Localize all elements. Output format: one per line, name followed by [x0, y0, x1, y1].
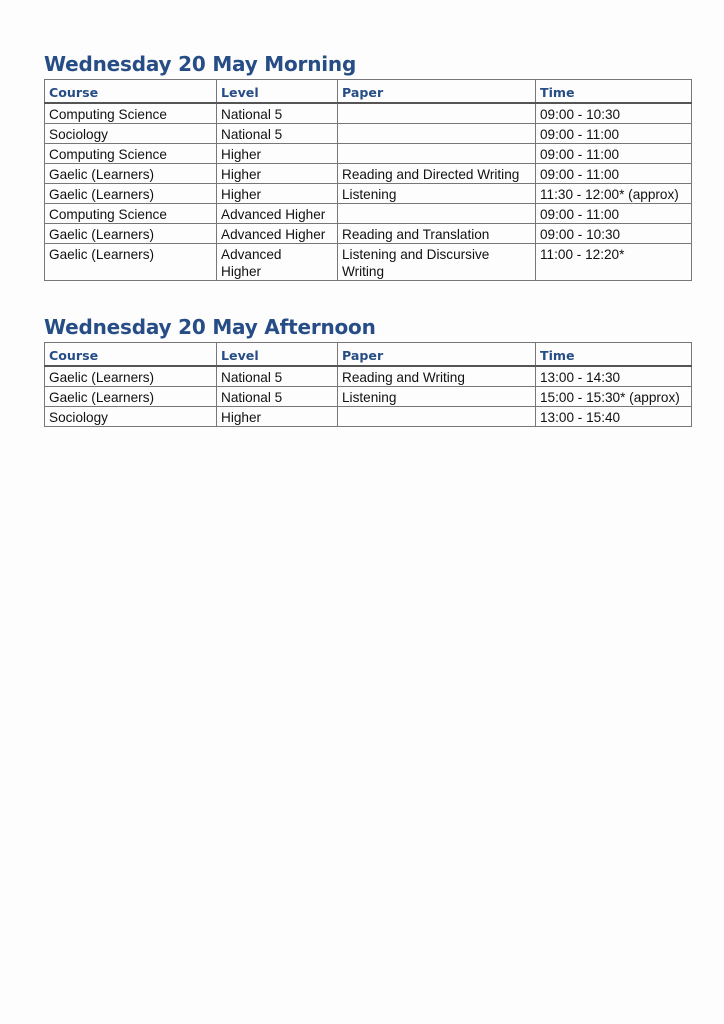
section-title-afternoon: Wednesday 20 May Afternoon — [44, 315, 376, 339]
cell-paper — [338, 124, 536, 144]
table-row — [45, 387, 692, 407]
cell-course: Sociology — [45, 407, 217, 427]
cell-level: National 5 — [217, 124, 338, 144]
cell-course: Gaelic (Learners) — [45, 224, 217, 244]
cell-level: Higher — [217, 407, 338, 427]
section-title-morning: Wednesday 20 May Morning — [44, 52, 357, 76]
header-paper: Paper — [338, 80, 536, 104]
cell-level-line-1: Advanced — [221, 247, 282, 262]
cell-course: Computing Science — [45, 103, 217, 124]
cell-time: 09:00 - 10:30 — [536, 224, 692, 244]
cell-course: Sociology — [45, 124, 217, 144]
table-row — [45, 164, 692, 184]
cell-paper — [338, 244, 536, 281]
cell-paper: Listening — [338, 184, 536, 204]
cell-level: Advanced Higher — [217, 224, 338, 244]
cell-paper-line-1: Listening and Discursive — [342, 247, 490, 262]
cell-level: Higher — [217, 164, 338, 184]
table-row — [45, 103, 692, 124]
cell-paper — [338, 407, 536, 427]
cell-level: National 5 — [217, 387, 338, 407]
table-row — [45, 244, 692, 281]
cell-time: 09:00 - 11:00 — [536, 144, 692, 164]
cell-time: 09:00 - 11:00 — [536, 164, 692, 184]
header-level: Level — [217, 343, 338, 367]
table-row — [45, 407, 692, 427]
cell-level: National 5 — [217, 366, 338, 387]
cell-paper — [338, 204, 536, 224]
cell-time: 11:30 - 12:00* (approx) — [536, 184, 692, 204]
table-header-row — [45, 80, 692, 104]
table-row — [45, 204, 692, 224]
cell-paper — [338, 144, 536, 164]
header-course: Course — [45, 80, 217, 104]
cell-time: 11:00 - 12:20* — [536, 244, 692, 281]
table-row — [45, 124, 692, 144]
cell-course: Computing Science — [45, 144, 217, 164]
cell-level-line-2: Higher — [221, 264, 262, 279]
cell-level: National 5 — [217, 103, 338, 124]
header-time: Time — [536, 343, 692, 367]
header-paper: Paper — [338, 343, 536, 367]
cell-time: 13:00 - 15:40 — [536, 407, 692, 427]
header-level: Level — [217, 80, 338, 104]
cell-course: Gaelic (Learners) — [45, 184, 217, 204]
cell-time: 09:00 - 11:00 — [536, 124, 692, 144]
table-header-row — [45, 343, 692, 367]
cell-paper — [338, 103, 536, 124]
morning-section — [44, 51, 694, 281]
cell-course: Computing Science — [45, 204, 217, 224]
afternoon-section — [44, 314, 694, 427]
cell-level: Higher — [217, 184, 338, 204]
cell-course: Gaelic (Learners) — [45, 387, 217, 407]
cell-paper: Listening — [338, 387, 536, 407]
cell-time: 13:00 - 14:30 — [536, 366, 692, 387]
cell-course: Gaelic (Learners) — [45, 164, 217, 184]
cell-course: Gaelic (Learners) — [45, 244, 217, 281]
cell-level: Higher — [217, 144, 338, 164]
table-row — [45, 366, 692, 387]
cell-time: 15:00 - 15:30* (approx) — [536, 387, 692, 407]
cell-paper: Reading and Directed Writing — [338, 164, 536, 184]
cell-level — [217, 244, 338, 281]
header-course: Course — [45, 343, 217, 367]
exam-table-afternoon — [44, 342, 692, 427]
cell-time: 09:00 - 11:00 — [536, 204, 692, 224]
cell-paper: Reading and Translation — [338, 224, 536, 244]
cell-course: Gaelic (Learners) — [45, 366, 217, 387]
cell-paper-line-2: Writing — [342, 264, 385, 279]
header-time: Time — [536, 80, 692, 104]
exam-table-morning — [44, 79, 692, 281]
cell-time: 09:00 - 10:30 — [536, 103, 692, 124]
cell-level: Advanced Higher — [217, 204, 338, 224]
table-row — [45, 224, 692, 244]
cell-paper: Reading and Writing — [338, 366, 536, 387]
table-row — [45, 184, 692, 204]
table-row — [45, 144, 692, 164]
